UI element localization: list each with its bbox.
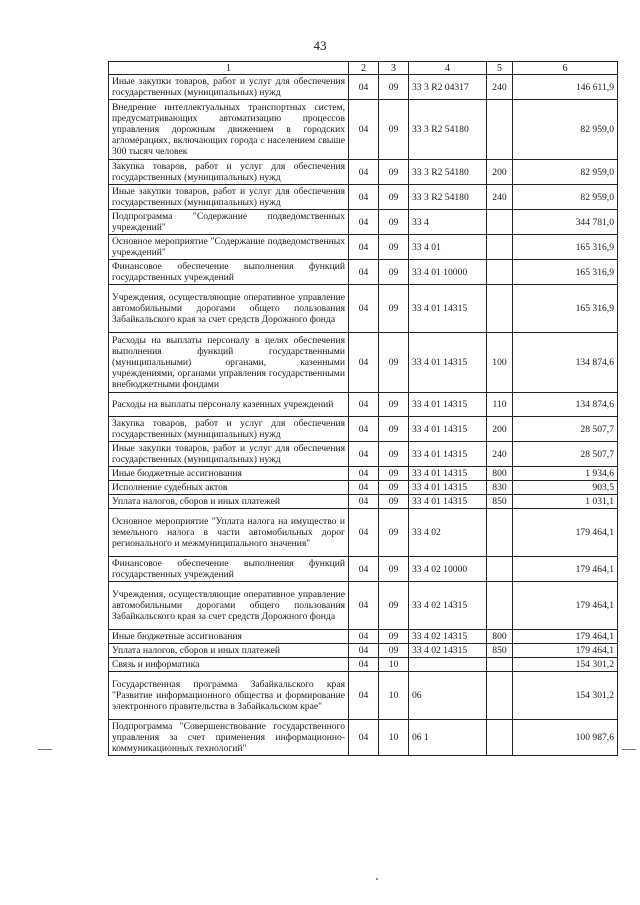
cell-amount: 82 959,0 <box>513 160 618 185</box>
table-row <box>109 75 618 100</box>
cell-expense-type: 800 <box>487 630 513 644</box>
cell-target-article: 06 <box>409 672 487 720</box>
cell-expense-type <box>487 260 513 285</box>
table-row <box>109 644 618 658</box>
cell-name: Подпрограмма "Совершенствование государственного управления за счет применения информационно-коммуникационных технологий" <box>109 720 349 756</box>
table-row <box>109 442 618 467</box>
cell-expense-type <box>487 509 513 557</box>
cell-amount: 146 611,9 <box>513 75 618 100</box>
cell-name: Иные закупки товаров, работ и услуг для обеспечения государственных (муниципальных) нужд <box>109 185 349 210</box>
cell-amount: 165 316,9 <box>513 260 618 285</box>
cell-target-article <box>409 658 487 672</box>
cell-section: 04 <box>349 210 379 235</box>
cell-section: 04 <box>349 658 379 672</box>
table-row <box>109 160 618 185</box>
cell-section: 04 <box>349 509 379 557</box>
cell-subsection: 09 <box>379 481 409 495</box>
header-row <box>109 62 618 75</box>
cell-expense-type: 100 <box>487 333 513 393</box>
cell-amount: 154 301,2 <box>513 658 618 672</box>
cell-section: 04 <box>349 672 379 720</box>
cell-target-article: 33 4 01 14315 <box>409 285 487 333</box>
cell-target-article: 33 4 <box>409 210 487 235</box>
cell-subsection: 09 <box>379 185 409 210</box>
cell-amount: 100 987,6 <box>513 720 618 756</box>
cell-section: 04 <box>349 235 379 260</box>
cell-target-article: 33 3 R2 54180 <box>409 100 487 160</box>
cell-amount: 179 464,1 <box>513 644 618 658</box>
cell-expense-type: 240 <box>487 185 513 210</box>
cell-expense-type <box>487 100 513 160</box>
table-row <box>109 393 618 417</box>
page-number: 43 <box>313 38 327 53</box>
cell-subsection: 09 <box>379 582 409 630</box>
cell-name: Иные бюджетные ассигнования <box>109 630 349 644</box>
cell-amount: 134 874,6 <box>513 393 618 417</box>
scan-dot <box>376 878 378 880</box>
cell-expense-type: 240 <box>487 75 513 100</box>
table-row <box>109 495 618 509</box>
cell-amount: 154 301,2 <box>513 672 618 720</box>
cell-target-article: 33 4 01 <box>409 235 487 260</box>
cell-section: 04 <box>349 557 379 582</box>
cell-name: Иные закупки товаров, работ и услуг для обеспечения государственных (муниципальных) нужд <box>109 442 349 467</box>
cell-amount: 165 316,9 <box>513 285 618 333</box>
cell-section: 04 <box>349 100 379 160</box>
cell-name: Расходы на выплаты персоналу в целях обеспечения выполнения функций государственными (муниципальными) органами, казенными учреждениями, органами управления государственными внебюджетными фондами <box>109 333 349 393</box>
table-row <box>109 210 618 235</box>
cell-subsection: 09 <box>379 160 409 185</box>
cell-expense-type: 200 <box>487 417 513 442</box>
cell-target-article: 06 1 <box>409 720 487 756</box>
cell-expense-type <box>487 210 513 235</box>
cell-target-article: 33 4 01 14315 <box>409 417 487 442</box>
cell-expense-type: 850 <box>487 644 513 658</box>
budget-table <box>108 61 618 756</box>
cell-name: Основное мероприятие "Уплата налога на имущество и земельного налога в части автомобильных дорог регионального и межмуниципального значения" <box>109 509 349 557</box>
cell-name: Закупка товаров, работ и услуг для обеспечения государственных (муниципальных) нужд <box>109 417 349 442</box>
cell-subsection: 09 <box>379 442 409 467</box>
table-row <box>109 509 618 557</box>
cell-section: 04 <box>349 185 379 210</box>
cell-subsection: 09 <box>379 467 409 481</box>
cell-name: Подпрограмма "Содержание подведомственных учреждений" <box>109 210 349 235</box>
cell-subsection: 09 <box>379 509 409 557</box>
cell-amount: 134 874,6 <box>513 333 618 393</box>
table-row <box>109 658 618 672</box>
cell-amount: 28 507,7 <box>513 442 618 467</box>
cell-name: Внедрение интеллектуальных транспортных систем, предусматривающих автоматизацию процессов управления дорожным движением в городских агломерациях, включающих города с населением свыше 300 тысяч человек <box>109 100 349 160</box>
table-row <box>109 417 618 442</box>
table-row <box>109 467 618 481</box>
cell-amount: 344 781,0 <box>513 210 618 235</box>
cell-expense-type <box>487 235 513 260</box>
cell-subsection: 09 <box>379 630 409 644</box>
cell-expense-type: 850 <box>487 495 513 509</box>
cell-expense-type <box>487 557 513 582</box>
cell-target-article: 33 4 02 14315 <box>409 630 487 644</box>
cell-amount: 179 464,1 <box>513 509 618 557</box>
cell-subsection: 09 <box>379 235 409 260</box>
table-row <box>109 285 618 333</box>
cell-expense-type <box>487 285 513 333</box>
table-row <box>109 333 618 393</box>
cell-expense-type: 240 <box>487 442 513 467</box>
cell-target-article: 33 4 01 14315 <box>409 333 487 393</box>
cell-target-article: 33 4 01 14315 <box>409 481 487 495</box>
cell-amount: 1 031,1 <box>513 495 618 509</box>
cell-expense-type <box>487 672 513 720</box>
cell-subsection: 09 <box>379 285 409 333</box>
cell-section: 04 <box>349 75 379 100</box>
header-col-target-article: 4 <box>409 62 487 75</box>
cell-amount: 165 316,9 <box>513 235 618 260</box>
cell-subsection: 09 <box>379 495 409 509</box>
header-col-subsection: 3 <box>379 62 409 75</box>
table-header <box>109 62 618 75</box>
cell-name: Уплата налогов, сборов и иных платежей <box>109 644 349 658</box>
cell-name: Иные бюджетные ассигнования <box>109 467 349 481</box>
cell-section: 04 <box>349 285 379 333</box>
cell-expense-type <box>487 582 513 630</box>
cell-target-article: 33 4 02 10000 <box>409 557 487 582</box>
cell-subsection: 09 <box>379 210 409 235</box>
cell-expense-type <box>487 720 513 756</box>
cell-section: 04 <box>349 442 379 467</box>
table-row <box>109 672 618 720</box>
table-row <box>109 630 618 644</box>
cell-target-article: 33 3 R2 54180 <box>409 160 487 185</box>
cell-amount: 179 464,1 <box>513 557 618 582</box>
cell-expense-type: 110 <box>487 393 513 417</box>
margin-mark-left <box>38 749 52 750</box>
cell-subsection: 09 <box>379 260 409 285</box>
cell-subsection: 09 <box>379 644 409 658</box>
cell-amount: 82 959,0 <box>513 100 618 160</box>
cell-subsection: 10 <box>379 720 409 756</box>
cell-name: Учреждения, осуществляющие оперативное управление автомобильными дорогами общего пользования Забайкальского края за счет средств Дорожного фонда <box>109 582 349 630</box>
header-col-section: 2 <box>349 62 379 75</box>
cell-section: 04 <box>349 467 379 481</box>
table-row <box>109 582 618 630</box>
cell-name: Финансовое обеспечение выполнения функций государственных учреждений <box>109 260 349 285</box>
cell-name: Основное мероприятие "Содержание подведомственных учреждений" <box>109 235 349 260</box>
cell-section: 04 <box>349 160 379 185</box>
cell-expense-type: 200 <box>487 160 513 185</box>
cell-target-article: 33 4 01 14315 <box>409 393 487 417</box>
cell-expense-type: 830 <box>487 481 513 495</box>
cell-target-article: 33 4 01 14315 <box>409 442 487 467</box>
cell-section: 04 <box>349 260 379 285</box>
cell-amount: 1 934,6 <box>513 467 618 481</box>
cell-name: Иные закупки товаров, работ и услуг для обеспечения государственных (муниципальных) нужд <box>109 75 349 100</box>
cell-section: 04 <box>349 720 379 756</box>
cell-amount: 82 959,0 <box>513 185 618 210</box>
header-col-amount: 6 <box>513 62 618 75</box>
cell-name: Расходы на выплаты персоналу казенных учреждений <box>109 393 349 417</box>
cell-section: 04 <box>349 630 379 644</box>
cell-name: Закупка товаров, работ и услуг для обеспечения государственных (муниципальных) нужд <box>109 160 349 185</box>
cell-target-article: 33 4 01 14315 <box>409 495 487 509</box>
cell-subsection: 09 <box>379 75 409 100</box>
cell-subsection: 09 <box>379 417 409 442</box>
table-body <box>109 75 618 756</box>
table-row <box>109 481 618 495</box>
table-row <box>109 557 618 582</box>
cell-target-article: 33 4 02 <box>409 509 487 557</box>
cell-name: Финансовое обеспечение выполнения функций государственных учреждений <box>109 557 349 582</box>
cell-target-article: 33 4 01 10000 <box>409 260 487 285</box>
cell-subsection: 10 <box>379 658 409 672</box>
cell-subsection: 09 <box>379 333 409 393</box>
cell-target-article: 33 3 R2 04317 <box>409 75 487 100</box>
cell-target-article: 33 4 01 14315 <box>409 467 487 481</box>
table-row <box>109 260 618 285</box>
cell-name: Учреждения, осуществляющие оперативное управление автомобильными дорогами общего пользования Забайкальского края за счет средств Дорожного фонда <box>109 285 349 333</box>
cell-target-article: 33 4 02 14315 <box>409 644 487 658</box>
cell-expense-type: 800 <box>487 467 513 481</box>
cell-amount: 903,5 <box>513 481 618 495</box>
header-col-name: 1 <box>109 62 349 75</box>
cell-subsection: 09 <box>379 557 409 582</box>
cell-target-article: 33 3 R2 54180 <box>409 185 487 210</box>
table-row <box>109 235 618 260</box>
header-col-expense-type: 5 <box>487 62 513 75</box>
cell-section: 04 <box>349 644 379 658</box>
cell-amount: 179 464,1 <box>513 630 618 644</box>
cell-name: Уплата налогов, сборов и иных платежей <box>109 495 349 509</box>
table-row <box>109 100 618 160</box>
cell-subsection: 09 <box>379 100 409 160</box>
cell-section: 04 <box>349 417 379 442</box>
cell-target-article: 33 4 02 14315 <box>409 582 487 630</box>
cell-subsection: 10 <box>379 672 409 720</box>
cell-amount: 179 464,1 <box>513 582 618 630</box>
cell-name: Государственная программа Забайкальского края "Развитие информационного общества и формирование электронного правительства в Забайкальском крае" <box>109 672 349 720</box>
table-row <box>109 185 618 210</box>
cell-amount: 28 507,7 <box>513 417 618 442</box>
table-row <box>109 720 618 756</box>
cell-section: 04 <box>349 582 379 630</box>
cell-name: Связь и информатика <box>109 658 349 672</box>
cell-section: 04 <box>349 481 379 495</box>
cell-name: Исполнение судебных актов <box>109 481 349 495</box>
cell-section: 04 <box>349 393 379 417</box>
cell-section: 04 <box>349 333 379 393</box>
cell-section: 04 <box>349 495 379 509</box>
cell-expense-type <box>487 658 513 672</box>
margin-mark-right <box>622 749 636 750</box>
cell-subsection: 09 <box>379 393 409 417</box>
